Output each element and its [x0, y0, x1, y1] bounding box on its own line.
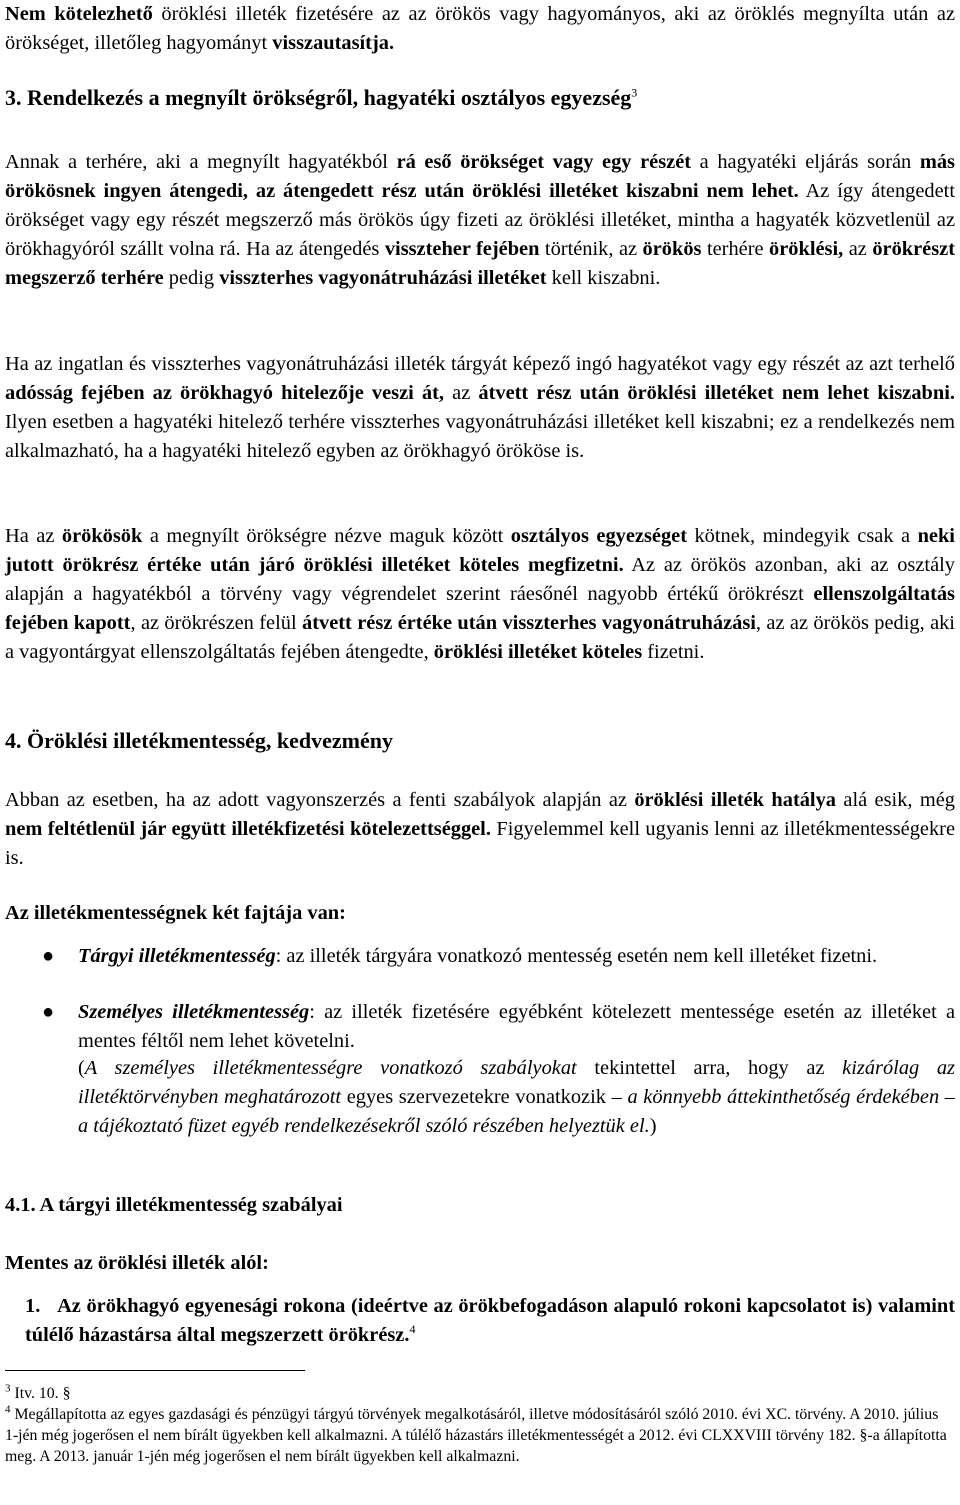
- section-3-title: 3. Rendelkezés a megnyílt örökségről, hagyatéki osztályos egyezség: [5, 85, 632, 110]
- bullet-1-term: Tárgyi illetékmentesség: [78, 945, 276, 967]
- item-1-text: Az örökhagyó egyenesági rokona (ideértve az örökbefogadáson alapuló rokoni kapcsolatot is) valamint túlélő házastársa által megszerzett örökrész.: [25, 1295, 955, 1346]
- section-4-1-heading: 4.1. A tárgyi illetékmentesség szabályai: [5, 1194, 343, 1216]
- bullet-icon: ●: [42, 945, 55, 967]
- bullet-note: (A személyes illetékmentességre vonatkozó szabályokat tekintettel arra, hogy az kizárólag az illetéktörvényben meghatározott egyes szervezetekre vonatkozik – a könnyebb áttekinthetőség érdekében – a tájékoztató füzet egyéb rendelkezésekről szóló részében helyeztük el.): [78, 1057, 955, 1137]
- footnote-4: $^4$ Megállapította az egyes gazdasági és pénzügyi tárgyú törvények megalkotásáról, illetve módosításáról szóló 2010. évi XC. törvény. A 2010. július 1-jén még jogerősen el nem bírált ügyekben kell alkalmazni. A túlélő házastárs illetékmentességét a 2012. évi CLXXVIII törvény 182. §-a állapította meg. A 2013. január 1-jén még jogerősen el nem bírált ügyekben kell alkalmazni.: [5, 1403, 947, 1465]
- footnote-ref-4: 4: [409, 1322, 416, 1337]
- intro-bold-a: Nem kötelezhető: [5, 3, 153, 25]
- section-4-heading: 4. Öröklési illetékmentesség, kedvezmény: [5, 728, 393, 753]
- intro-paragraph: [5, 0, 955, 58]
- paragraph-2: Ha az ingatlan és visszterhes vagyonátruházási illeték tárgyát képező ingó hagyatékot vagy egy részét az azt terhelő adósság fejében az örökhagyó hitelezője veszi át, az átvett rész után öröklési illetéket nem lehet kiszabni. Ilyen esetben a hagyatéki hitelező terhére visszterhes vagyonátruházási illetéket kell kiszabni; ez a rendelkezés nem alkalmazható, ha a hagyatéki hitelező egyben az örökhagyó örököse is.: [5, 353, 955, 462]
- footnote-separator: [5, 1370, 305, 1371]
- item-1-number: 1.: [25, 1295, 41, 1317]
- intro-bold-c: visszautasítja.: [272, 32, 395, 54]
- bullet-icon: ●: [42, 1001, 55, 1023]
- footnote-ref-3: 3: [631, 85, 638, 100]
- paragraph-3: Ha az örökösök a megnyílt örökségre nézve maguk között osztályos egyezséget kötnek, mindegyik csak a neki jutott örökrész értéke után járó öröklési illetéket köteles megfizetni. Az az örökös azonban, aki az osztály alapján a hagyatékból a törvény vagy végrendelet szerint ráesőnél nagyobb értékű örökrészt ellenszolgáltatás fejében kapott, az örökrészen felül átvett rész értéke után visszterhes vagyonátruházási, az az örökös pedig, aki a vagyontárgyat ellenszolgáltatás fejében átengedte, öröklési illetéket köteles fizetni.: [5, 525, 955, 663]
- bullet-1-text: : az illeték tárgyára vonatkozó mentesség esetén nem kell illetéket fizetni.: [275, 945, 878, 967]
- footnote-3: $^3$ Itv. 10. §: [5, 1382, 71, 1402]
- bullet-item-1: [5, 942, 955, 971]
- intro-text: öröklési illeték fizetésére az az örökös vagy hagyományos, aki az öröklés megnyílta után az örökséget, illetőleg hagyományt: [5, 3, 955, 54]
- numbered-item-1: [25, 1292, 955, 1350]
- bullet-item-2: [5, 998, 955, 1056]
- exempt-heading: Mentes az öröklési illeték alól:: [5, 1252, 269, 1274]
- kinds-heading: Az illetékmentességnek két fajtája van:: [5, 902, 346, 924]
- bullet-2-text: : az illeték fizetésére egyébként kötelezett mentessége esetén az illetéket a mentes féltől nem lehet követelni.: [78, 1001, 955, 1052]
- section-3-heading: [5, 85, 637, 111]
- bullet-2-term: Személyes illetékmentesség: [78, 1001, 310, 1023]
- paragraph-1: Annak a terhére, aki a megnyílt hagyatékból rá eső örökséget vagy egy részét a hagyatéki eljárás során más örökösnek ingyen átengedi, az átengedett rész után öröklési illetéket kiszabni nem lehet. Az így átengedett örökséget vagy egy részét megszerző más örökös úgy fizeti az öröklési illetéket, mintha a hagyaték közvetlenül az örökhagyóról szállt volna rá. Ha az átengedés visszteher fejében történik, az örökös terhére öröklési, az örökrészt megszerző terhére pedig visszterhes vagyonátruházási illetéket kell kiszabni.: [5, 151, 955, 289]
- paragraph-4: Abban az esetben, ha az adott vagyonszerzés a fenti szabályok alapján az öröklési illeték hatálya alá esik, még nem feltétlenül jár együtt illetékfizetési kötelezettséggel. Figyelemmel kell ugyanis lenni az illetékmentességekre is.: [5, 789, 956, 869]
